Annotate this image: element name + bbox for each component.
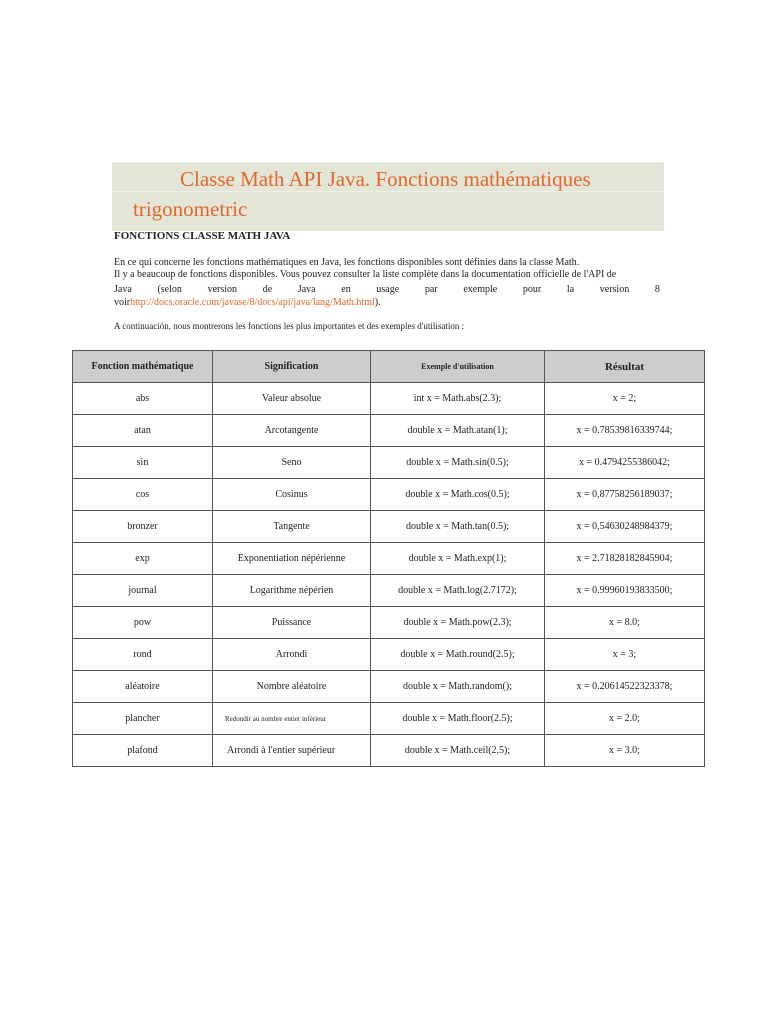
- cell-result: x = 2.71828182845904;: [545, 543, 705, 575]
- word: version: [599, 284, 630, 295]
- cell-meaning: Seno: [213, 447, 371, 479]
- word: en: [341, 284, 351, 295]
- cell-meaning: Arrondi: [213, 639, 371, 671]
- math-functions-table: [72, 350, 705, 767]
- word: Java: [114, 284, 132, 295]
- table-row: [73, 415, 705, 447]
- cell-example: int x = Math.abs(2.3);: [371, 383, 545, 415]
- cell-example: double x = Math.sin(0.5);: [371, 447, 545, 479]
- title-band: [112, 162, 664, 231]
- word: 8: [654, 284, 660, 295]
- cell-meaning: Arrondi à l'entier supérieur: [213, 735, 371, 767]
- header-result: Résultat: [545, 351, 705, 383]
- cell-result: x = 0.20614522323378;: [545, 671, 705, 703]
- cell-example: double x = Math.floor(2.5);: [371, 703, 545, 735]
- cell-example: double x = Math.ceil(2,5);: [371, 735, 545, 767]
- see-suffix: ).: [374, 297, 381, 308]
- cell-meaning: Puissance: [213, 607, 371, 639]
- cell-example: double x = Math.exp(1);: [371, 543, 545, 575]
- cell-function: sin: [73, 447, 213, 479]
- cell-result: x = 0,54630248984379;: [545, 511, 705, 543]
- cell-function: abs: [73, 383, 213, 415]
- table-row: [73, 479, 705, 511]
- cell-meaning: Cosinus: [213, 479, 371, 511]
- cell-example: double x = Math.cos(0.5);: [371, 479, 545, 511]
- cell-result: x = 0,87758256189037;: [545, 479, 705, 511]
- cell-result: x = 8.0;: [545, 607, 705, 639]
- section-heading: FONCTIONS CLASSE MATH JAVA: [114, 230, 291, 242]
- cell-example: double x = Math.pow(2.3);: [371, 607, 545, 639]
- cell-result: x = 0.99960193833500;: [545, 575, 705, 607]
- cell-function: cos: [73, 479, 213, 511]
- cell-example: double x = Math.log(2.7172);: [371, 575, 545, 607]
- table-row: [73, 575, 705, 607]
- word: Java: [297, 284, 316, 295]
- page-title-line1: Classe Math API Java. Fonctions mathématiques: [180, 167, 591, 191]
- table-header-row: [73, 351, 705, 383]
- table-row: [73, 511, 705, 543]
- cell-meaning: Logarithme népérien: [213, 575, 371, 607]
- cell-function: bronzer: [73, 511, 213, 543]
- word: la: [566, 284, 575, 295]
- cell-example: double x = Math.atan(1);: [371, 415, 545, 447]
- cell-meaning: Arcotangente: [213, 415, 371, 447]
- cell-result: x = 0.78539816339744;: [545, 415, 705, 447]
- cell-meaning: Redondir au nombre entier inférieur: [213, 703, 371, 735]
- word: pour: [522, 284, 542, 295]
- table-row: [73, 383, 705, 415]
- table-row: [73, 735, 705, 767]
- cell-result: x = 0.4794255386042;: [545, 447, 705, 479]
- cell-meaning: Exponentiation népérienne: [213, 543, 371, 575]
- cell-function: rond: [73, 639, 213, 671]
- cell-result: x = 3;: [545, 639, 705, 671]
- table-row: [73, 671, 705, 703]
- cell-function: exp: [73, 543, 213, 575]
- table-row: [73, 703, 705, 735]
- header-example: Exemple d'utilisation: [371, 351, 545, 383]
- word: de: [262, 284, 273, 295]
- table-row: [73, 639, 705, 671]
- cell-function: plancher: [73, 703, 213, 735]
- cell-function: atan: [73, 415, 213, 447]
- table-row: [73, 447, 705, 479]
- word: exemple: [463, 284, 498, 295]
- intro-paragraph-4: [114, 297, 381, 308]
- cell-example: double x = Math.random();: [371, 671, 545, 703]
- word: usage: [376, 284, 400, 295]
- word: (selon: [157, 284, 182, 295]
- cell-function: journal: [73, 575, 213, 607]
- cell-function: plafond: [73, 735, 213, 767]
- cell-meaning: Tangente: [213, 511, 371, 543]
- word: par: [424, 284, 438, 295]
- header-function: Fonction mathématique: [73, 351, 213, 383]
- table-row: [73, 543, 705, 575]
- cell-example: double x = Math.tan(0.5);: [371, 511, 545, 543]
- intro-paragraph-3: [114, 284, 660, 295]
- java-docs-link[interactable]: http://docs.oracle.com/javase/8/docs/api/java/lang/Math.html: [130, 297, 375, 308]
- cell-function: pow: [73, 607, 213, 639]
- intro-paragraph-1: En ce qui concerne les fonctions mathématiques en Java, les fonctions disponibles sont définies dans la classe Math.: [114, 257, 580, 268]
- cell-meaning: Valeur absolue: [213, 383, 371, 415]
- word: version: [207, 284, 238, 295]
- table-row: [73, 607, 705, 639]
- intro-paragraph-5: A continuación, nous montrerons les fonctions les plus importantes et des exemples d'utilisation :: [114, 321, 465, 331]
- page-title-line2: trigonometric: [133, 197, 248, 221]
- cell-result: x = 3.0;: [545, 735, 705, 767]
- cell-example: double x = Math.round(2.5);: [371, 639, 545, 671]
- cell-result: x = 2.0;: [545, 703, 705, 735]
- cell-meaning: Nombre aléatoire: [213, 671, 371, 703]
- cell-result: x = 2;: [545, 383, 705, 415]
- header-meaning: Signification: [213, 351, 371, 383]
- cell-function: aléatoire: [73, 671, 213, 703]
- see-prefix: voir: [114, 297, 131, 308]
- intro-paragraph-2: Il y a beaucoup de fonctions disponibles. Vous pouvez consulter la liste complète dans la documentation officielle de l'API de: [114, 269, 617, 280]
